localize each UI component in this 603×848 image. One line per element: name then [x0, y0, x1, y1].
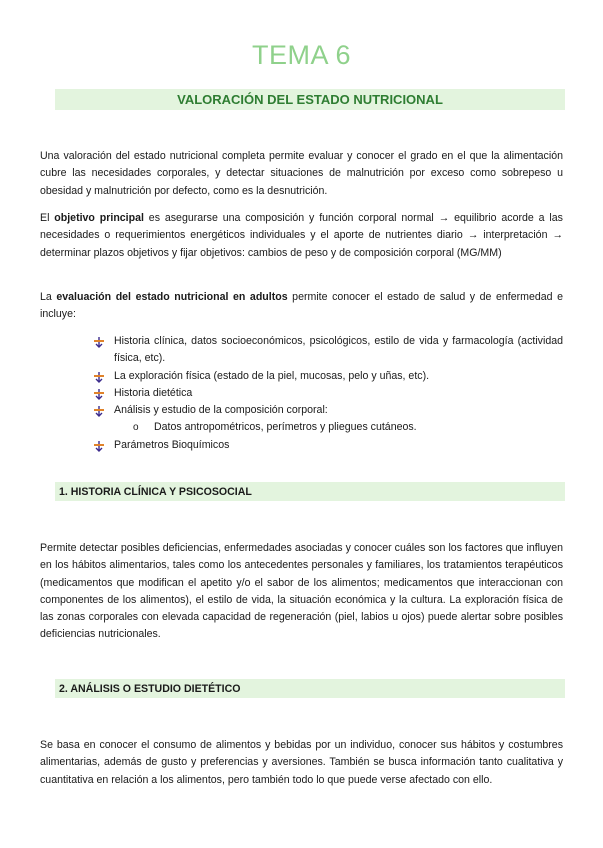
p2-bold: objetivo principal: [54, 212, 144, 224]
section-2-paragraph: Se basa en conocer el consumo de alimentos y bebidas por un individuo, conocer sus hábitos y costumbres alimentarias, además de gusto y preferencias y aversiones. También se busca información tanto cualitativa y cuantitativa en relación a los alimentos, pero también todo lo que puede verse afectado con ello.: [40, 739, 563, 786]
list-item: [93, 437, 563, 454]
p3-bold: evaluación del estado nutricional en adultos: [56, 291, 288, 303]
list-item-text: Parámetros Bioquímicos: [114, 438, 230, 451]
list-item: [93, 368, 563, 385]
p3-rest: permite conocer el estado de salud y de enfermedad e incluye:: [40, 291, 563, 321]
circle-bullet: o: [133, 422, 139, 434]
section-2-title: 2. ANÁLISIS O ESTUDIO DIETÉTICO: [59, 682, 241, 695]
list-item: [93, 333, 563, 368]
pushpin-arrow-icon: [93, 388, 105, 400]
subtitle-banner: [55, 89, 565, 110]
intro-paragraph-1: Una valoración del estado nutricional completa permite evaluar y conocer el grado en el que la alimentación cubre las necesidades corporales, y detectar situaciones de malnutrición por exceso como sobrepeso u obesidad y malnutrición por defecto, como es la desnutrición.: [40, 150, 563, 197]
p3-prefix: La: [40, 291, 57, 303]
p2-rest: es asegurarse una composición y función corporal normal → equilibrio acorde a las necesidades o requerimientos energéticos individuales y el aporte de nutrientes diario → interpretación → determinar plazos objetivos y fijar objetivos: cambios de peso y de composición corporal (MG/MM): [40, 212, 563, 259]
list-item-text: Historia dietética: [114, 386, 193, 399]
sub-list-item-text: Datos antropométricos, perímetros y pliegues cutáneos.: [154, 421, 417, 434]
intro-paragraph-3: [40, 289, 563, 324]
list-item-text: La exploración física (estado de la piel, mucosas, pelo y uñas, etc).: [114, 369, 430, 382]
p2-prefix: El: [40, 212, 55, 224]
section-heading-2: [55, 679, 565, 698]
evaluation-list: [93, 333, 563, 454]
sub-list: [114, 419, 563, 436]
list-item: [93, 385, 563, 402]
list-item-text: Historia clínica, datos socioeconómicos, psicológicos, estilo de vida y farmacología (actividad física, etc).: [114, 335, 563, 365]
page-subtitle: VALORACIÓN DEL ESTADO NUTRICIONAL: [177, 92, 443, 107]
intro-paragraph-2: [40, 210, 563, 262]
section-1-title: 1. HISTORIA CLÍNICA Y PSICOSOCIAL: [59, 485, 252, 498]
pushpin-arrow-icon: [93, 371, 105, 383]
pushpin-arrow-icon: [93, 405, 105, 417]
section-1-paragraph: Permite detectar posibles deficiencias, enfermedades asociadas y conocer cuáles son los factores que influyen en los hábitos alimentarios, tales como los antecedentes personales y familiares, los tratamientos terapéuticos (medicamentos que modifican el apetito y/o el sabor de los alimentos; medicamentos que interaccionan con componentes de los alimentos), el estilo de vida, la situación económica y la cultura. La exploración física de las zonas corporales con elevada capacidad de regeneración (piel, labios u ojos) puede alertar sobre posibles deficiencias nutricionales.: [40, 542, 563, 641]
section-heading-1: [55, 482, 565, 501]
page-title: TEMA 6: [251, 40, 352, 70]
sub-list-item: [114, 419, 563, 436]
pushpin-arrow-icon: [93, 440, 105, 452]
list-item-text: Análisis y estudio de la composición corporal:: [114, 404, 328, 417]
pushpin-arrow-icon: [93, 336, 105, 348]
list-item: [93, 402, 563, 437]
